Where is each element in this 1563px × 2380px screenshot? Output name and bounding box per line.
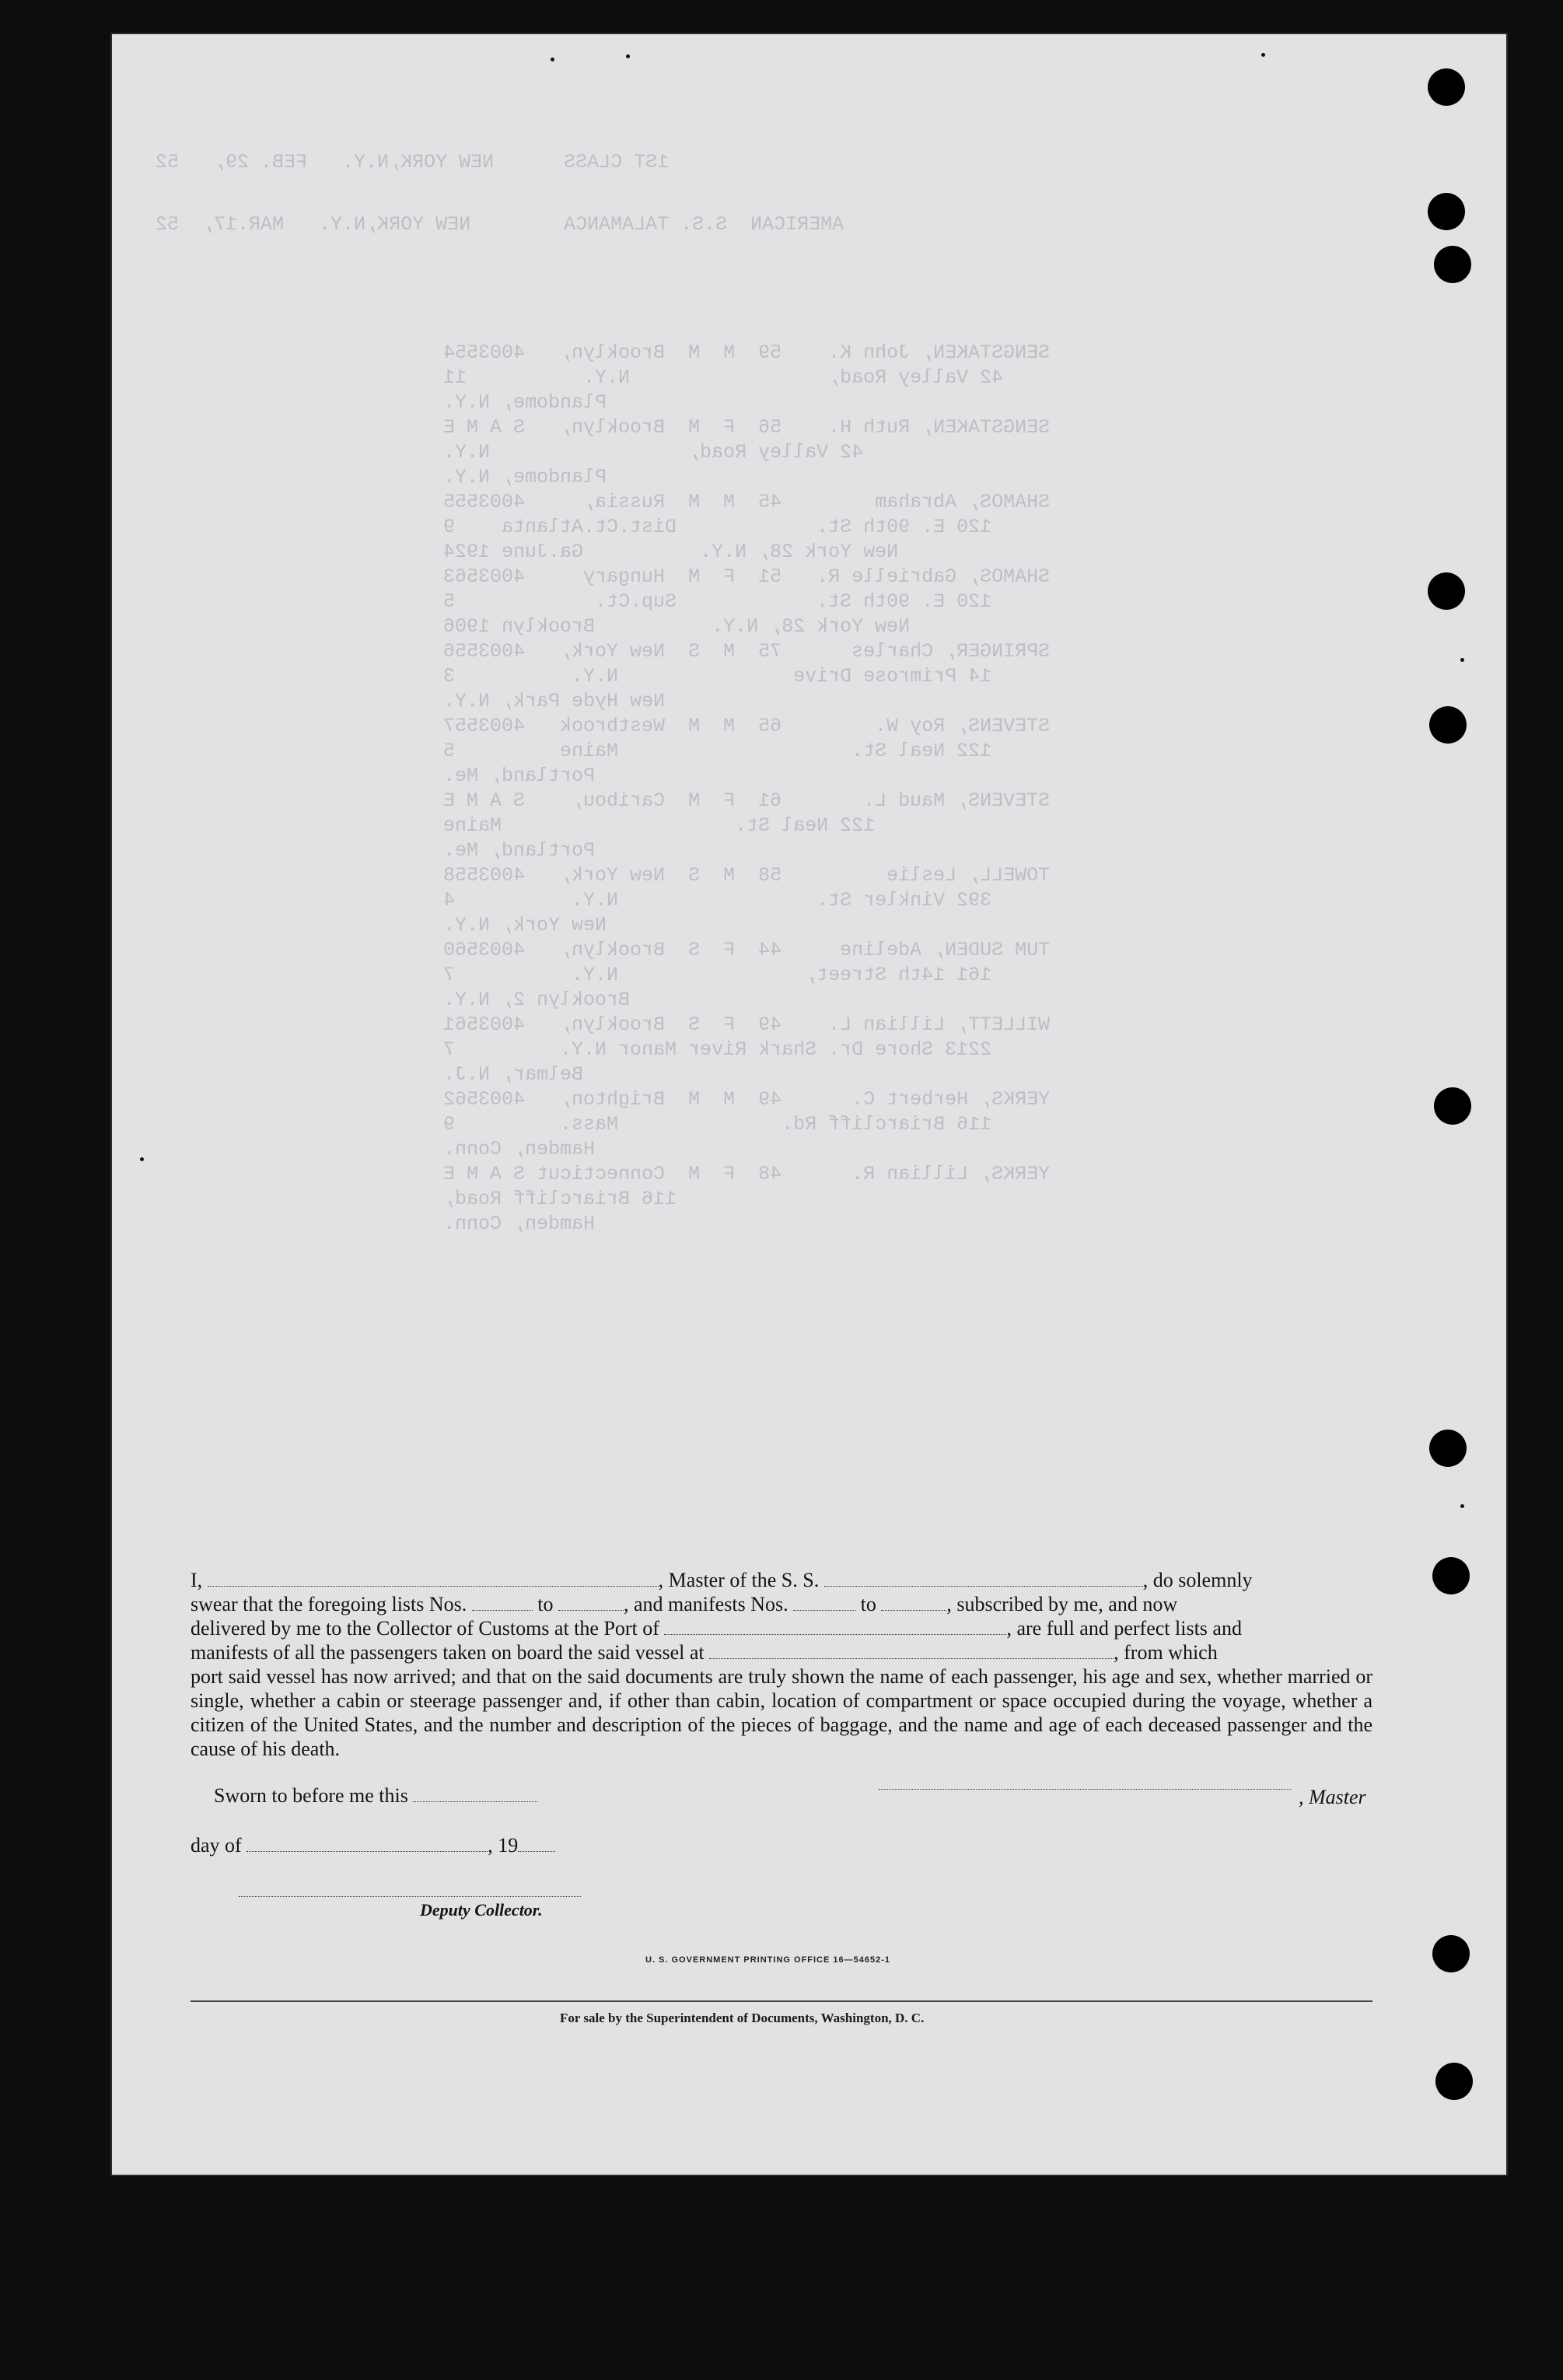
bleed-row-line: SENGSTAKEN, John K. 59 M M Brooklyn, 4003554 bbox=[443, 341, 1051, 364]
bleed-header-line: AMERICAN S.S. TALAMANCA NEW YORK,N.Y. MAR.17, 52 bbox=[156, 213, 844, 236]
bleed-row-line: Brooklyn 2, N.Y. bbox=[443, 989, 654, 1011]
oath-line-2 bbox=[191, 1592, 1372, 1616]
for-sale-notice: For sale by the Superintendent of Documents, Washington, D. C. bbox=[560, 2011, 925, 2025]
bleed-row-line: 122 Neal St. Maine 5 bbox=[443, 740, 1016, 762]
full-perfect-label: , are full and perfect lists and bbox=[1006, 1617, 1242, 1640]
bleed-row-line: SHAMOS, Gabrielle R. 51 F M Hungary 4003563 bbox=[443, 565, 1051, 588]
sworn-row bbox=[214, 1784, 537, 1808]
bleed-row-line: 122 Neal St. Maine bbox=[443, 814, 899, 837]
oath-line-3 bbox=[191, 1616, 1372, 1640]
departure-port-blank[interactable] bbox=[709, 1643, 1114, 1659]
bleed-row-line: Hamden, Conn. bbox=[443, 1213, 619, 1235]
binder-hole bbox=[1428, 193, 1465, 230]
scan-speck bbox=[1460, 1504, 1464, 1508]
bleed-row-line: 116 Briarcliff Road, bbox=[443, 1188, 701, 1210]
binder-hole bbox=[1435, 2063, 1473, 2100]
bleed-row-line: SENGSTAKEN, Ruth H. 56 F M Brooklyn, S A M E bbox=[443, 416, 1051, 439]
oath-line-4 bbox=[191, 1640, 1372, 1664]
bleed-row-line: Plandome, N.Y. bbox=[443, 391, 631, 414]
bleed-row-line: Portland, Me. bbox=[443, 765, 619, 787]
binder-hole bbox=[1428, 572, 1465, 610]
year-blank[interactable] bbox=[518, 1836, 555, 1852]
oath-i: I, bbox=[191, 1569, 203, 1591]
bleed-row-line: 2213 Shore Dr. Shark River Manor N.Y. 7 bbox=[443, 1038, 1016, 1061]
to-label: to bbox=[537, 1593, 554, 1615]
printing-office-imprint: U. S. GOVERNMENT PRINTING OFFICE 16—54652-1 bbox=[645, 1955, 891, 1965]
binder-hole bbox=[1429, 706, 1467, 744]
bleed-row-line: SPRINGER, Charles 75 M S New York, 4003556 bbox=[443, 640, 1051, 663]
from-which-label: , from which bbox=[1114, 1641, 1218, 1664]
bleed-row-line: TOWELL, Leslie 58 M S New York, 4003558 bbox=[443, 864, 1051, 887]
to-label: to bbox=[860, 1593, 876, 1615]
ship-name-blank[interactable] bbox=[824, 1570, 1143, 1587]
bleed-row-line: TUM SUDEN, Adeline 44 F S Brooklyn, 4003560 bbox=[443, 939, 1051, 961]
lists-to-blank[interactable] bbox=[558, 1594, 624, 1611]
bleed-row-line: 116 Briarcliff Rd. Mass. 9 bbox=[443, 1113, 1016, 1136]
bleed-row-line: Belmar, N.J. bbox=[443, 1063, 607, 1086]
manifests-to-blank[interactable] bbox=[881, 1594, 946, 1611]
oath-line-1 bbox=[191, 1568, 1372, 1592]
bleed-row-line: 42 Valley Road, N.Y. bbox=[443, 441, 887, 464]
bleed-row-line: 392 Vinkler St. N.Y. 4 bbox=[443, 889, 1016, 912]
bleed-row-line: YERKS, Herbert C. 49 M M Brighton, 4003562 bbox=[443, 1088, 1051, 1111]
bleed-row-line: Plandome, N.Y. bbox=[443, 466, 631, 488]
binder-hole bbox=[1434, 1087, 1471, 1125]
sworn-label: Sworn to before me this bbox=[214, 1784, 408, 1807]
manifests-label: , and manifests Nos. bbox=[624, 1593, 788, 1615]
port-blank[interactable] bbox=[664, 1619, 1006, 1635]
bleed-row-line: 42 Valley Road, N.Y. 11 bbox=[443, 366, 1027, 389]
bleed-through-text bbox=[109, 117, 1275, 1244]
solemnly-label: , do solemnly bbox=[1142, 1569, 1253, 1591]
manifests-passengers-label: manifests of all the passengers taken on board the said vessel at bbox=[191, 1641, 705, 1664]
bleed-row-line: STEVENS, Maud L. 61 F M Caribou, S A M E bbox=[443, 789, 1051, 812]
master-of-label: , Master of the S. S. bbox=[658, 1569, 820, 1591]
year-label: , 19 bbox=[488, 1834, 519, 1857]
month-blank[interactable] bbox=[247, 1836, 488, 1852]
subscribed-label: , subscribed by me, and now bbox=[946, 1593, 1178, 1615]
bleed-row-line: WILLETT, Lillian L. 49 F S Brooklyn, 4003561 bbox=[443, 1013, 1051, 1036]
bleed-row-line: 14 Primrose Drive N.Y. 3 bbox=[443, 665, 1016, 688]
master-signature-label: , Master bbox=[1299, 1786, 1366, 1808]
oath-body: port said vessel has now arrived; and that on the said documents are truly shown the name of each passenger, his age and sex, whether married or single, whether a cabin or steerage passenger and, if other than cabin, location of compartment or space occupied during the voyage, whether a citizen of the United States, and the number and description of the pieces of baggage, and the name and age of each deceased passenger and the cause of his death. bbox=[191, 1665, 1372, 1760]
master-name-blank[interactable] bbox=[208, 1570, 659, 1587]
bleed-row-line: Portland, Me. bbox=[443, 839, 619, 862]
deputy-signature-line[interactable] bbox=[239, 1896, 581, 1897]
master-oath bbox=[191, 1568, 1372, 1761]
bleed-row-line: STEVENS, Roy W. 65 M M Westbrook 4003557 bbox=[443, 715, 1051, 737]
bleed-row-line: YERKS, Lillian R. 48 F M Connecticut S A M E bbox=[443, 1163, 1051, 1185]
binder-hole bbox=[1434, 246, 1471, 283]
bleed-row-line: New Hyde Park, N.Y. bbox=[443, 690, 689, 712]
binder-hole bbox=[1432, 1935, 1470, 1972]
bleed-row-line: New York 28, N.Y. Brooklyn 1906 bbox=[443, 615, 934, 638]
bleed-row-line: New York 28, N.Y. Ga.June 1924 bbox=[443, 541, 922, 563]
footer-rule bbox=[191, 2000, 1372, 2002]
day-of-row bbox=[191, 1834, 555, 1857]
bleed-row-line: 120 E. 90th St. Dist.Ct.Atlanta 9 bbox=[443, 516, 1016, 538]
binder-hole bbox=[1432, 1557, 1470, 1594]
deputy-collector-label: Deputy Collector. bbox=[420, 1900, 543, 1920]
sworn-day-blank[interactable] bbox=[413, 1786, 537, 1802]
bleed-row-line: SHAMOS, Abraham 45 M M Russia, 4003555 bbox=[443, 491, 1051, 513]
delivered-label: delivered by me to the Collector of Customs at the Port of bbox=[191, 1617, 659, 1640]
manifests-from-blank[interactable] bbox=[793, 1594, 855, 1611]
bleed-row-line: Hamden, Conn. bbox=[443, 1138, 619, 1160]
master-signature-line[interactable] bbox=[879, 1789, 1291, 1790]
bleed-row-line: 120 E. 90th St. Sup.Ct. 5 bbox=[443, 590, 1016, 613]
scan-speck bbox=[551, 58, 554, 61]
scan-speck bbox=[1261, 53, 1265, 57]
lists-from-blank[interactable] bbox=[472, 1594, 533, 1611]
binder-hole bbox=[1429, 1430, 1467, 1467]
scan-speck bbox=[1460, 658, 1464, 662]
day-of-label: day of bbox=[191, 1834, 242, 1857]
scan-speck bbox=[140, 1157, 144, 1161]
swear-label: swear that the foregoing lists Nos. bbox=[191, 1593, 467, 1615]
bleed-row-line: 161 14th Street, N.Y. 7 bbox=[443, 964, 1016, 986]
binder-hole bbox=[1428, 68, 1465, 106]
bleed-header-line: 1ST CLASS NEW YORK,N.Y. FEB. 29, 52 bbox=[156, 151, 670, 173]
scan-speck bbox=[626, 54, 630, 58]
bleed-row-line: New York, N.Y. bbox=[443, 914, 631, 936]
